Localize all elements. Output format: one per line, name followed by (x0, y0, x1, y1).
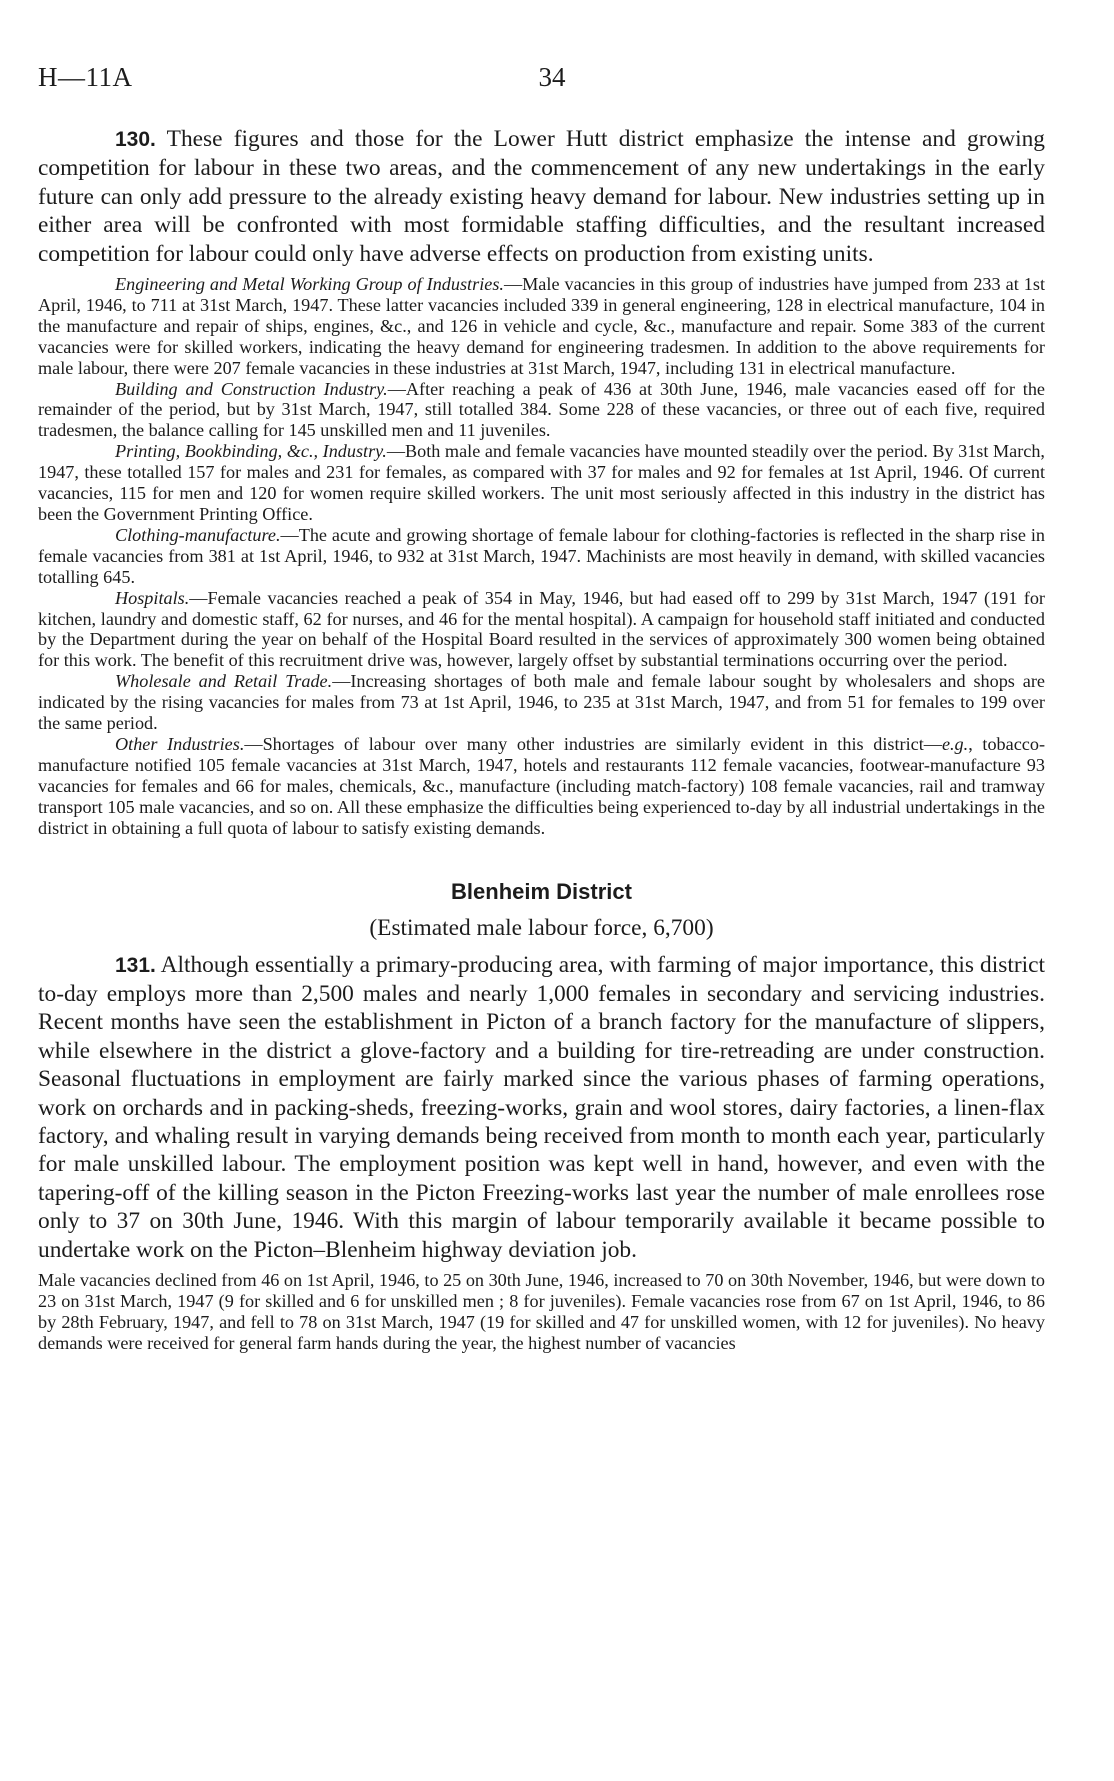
blenheim-heading: Blenheim District (451, 878, 632, 904)
section-title: Wholesale and Retail Trade. (115, 671, 333, 692)
paragraph-130 (38, 125, 1045, 268)
section-other-industries (38, 734, 1045, 839)
document-code: H—11A (38, 62, 133, 92)
section-text: —Female vacancies reached a peak of 354 in May, 1946, but had eased off to 299 by 31st March, 1947 (191 for kitchen, laundry and domestic staff, 62 for nurses, and 46 for the mental hospital). A campaign for household staff initiated and conducted by the Department during the year on behalf of the Hospital Board resulted in the services of approximately 300 women being obtained for this work. The benefit of this recruitment drive was, however, largely offset by substantial terminations occurring over the period. (38, 587, 1045, 671)
section-title: Clothing-manufacture. (115, 524, 281, 545)
section-eg: e.g. (941, 733, 969, 754)
page-number: 34 (538, 62, 566, 92)
section-printing (38, 441, 1045, 525)
section-text: —The acute and growing shortage of female labour for clothing-factories is reflected in the sharp rise in female vacancies from 381 at 1st April, 1946, to 932 at 31st March, 1947. Machinists are most heavily in demand, with skilled vacancies totalling 645. (38, 524, 1045, 587)
blenheim-vacancies: Male vacancies declined from 46 on 1st April, 1946, to 25 on 30th June, 1946, increased to 70 on 30th November, 1946, but were down to 23 on 31st March, 1947 (9 for skilled and 6 for unskilled men ; 8 for juveniles). Female vacancies rose from 67 on 1st April, 1946, to 86 by 28th February, 1947, and fell to 78 on 31st March, 1947 (19 for skilled and 47 for unskilled women, with 12 for juveniles). No heavy demands were received for general farm hands during the year, the highest number of vacancies (38, 1269, 1045, 1353)
section-title: Hospitals. (115, 587, 190, 608)
section-hospitals (38, 588, 1045, 672)
paragraph-number: 131. (115, 953, 156, 977)
section-text: —Shortages of labour over many other industries are similarly evident in this district— (244, 733, 942, 754)
section-text: —Increasing shortages of both male and female labour sought by wholesalers and shops are indicated by the rising vacancies for males from 73 at 1st April, 1946, to 235 at 31st March, 1947, and from 51 for females to 199 over the same period. (38, 671, 1045, 734)
section-title: Other Industries. (115, 733, 245, 754)
section-text: —Male vacancies in this group of industries have jumped from 233 at 1st April, 1946, to 711 at 31st March, 1947. These latter vacancies included 339 in general engineering, 128 in electrical manufacture, 104 in the manufacture and repair of ships, engines, &c., and 126 in vehicle and cycle, &c., manufacture and repair. Some 383 of the current vacancies were for skilled workers, indicating the heavy demand for engineering tradesmen. In addition to the above requirements for male labour, there were 207 female vacancies in these industries at 31st March, 1947, including 131 in electrical manufacture. (38, 274, 1046, 378)
page-header (38, 62, 1066, 98)
section-engineering (38, 274, 1045, 379)
section-building (38, 379, 1045, 442)
blenheim-subheading: (Estimated male labour force, 6,700) (369, 914, 714, 941)
page-content (38, 125, 1045, 1354)
section-text-continued: , tobacco-manufacture notified 105 female vacancies at 31st March, 1947, hotels and restaurants 112 female vacancies, footwear-manufacture 93 vacancies for females and 66 for males, chemicals, &c., manufacture (including match-factory) 108 female vacancies, rail and tramway transport 105 male vacancies, and so on. All these emphasize the difficulties being experienced to-day by all industrial undertakings in the district in obtaining a full quota of labour to satisfy existing demands. (38, 733, 1045, 838)
paragraph-text: Although essentially a primary-producing area, with farming of major importance, this district to-day employs more than 2,500 males and nearly 1,000 females in secondary and servicing industries. Recent months have seen the establishment in Picton of a branch factory for the manufacture of slippers, while elsewhere in the district a glove-factory and a building for tire-retreading are under construction. Seasonal fluctuations in employment are fairly marked since the various phases of farming operations, work on orchards and in packing-sheds, freezing-works, grain and wool stores, dairy factories, a linen-flax factory, and whaling result in varying demands being received from month to month each year, particularly for male unskilled labour. The employment position was kept well in hand, however, and even with the tapering-off of the killing season in the Picton Freezing-works last year the number of male enrollees rose only to 37 on 30th June, 1946. With this margin of labour temporarily available it became possible to undertake work on the Picton–Blenheim highway deviation job. (38, 951, 1045, 1263)
section-clothing (38, 525, 1045, 588)
paragraph-text: These figures and those for the Lower Hutt district emphasize the intense and growing competition for labour in these two areas, and the commencement of any new undertakings in the early future can only add pressure to the already existing heavy demand for labour. New industries setting up in either area will be confronted with most formidable staffing difficulties, and the resultant increased competition for labour could only have adverse effects on production from existing units. (38, 126, 1045, 267)
paragraph-131 (38, 951, 1045, 1264)
section-text: —Both male and female vacancies have mounted steadily over the period. By 31st March, 1947, these totalled 157 for males and 231 for females, as compared with 37 for males and 92 for females at 1st April, 1946. Of current vacancies, 115 for men and 120 for women require skilled workers. The unit most seriously affected in this industry in the district has been the Government Printing Office. (38, 441, 1045, 524)
section-text: —After reaching a peak of 436 at 30th June, 1946, male vacancies eased off for the remainder of the period, but by 31st March, 1947, still totalled 384. Some 228 of these vacancies, or three out of each five, required tradesmen, the balance calling for 145 unskilled men and 11 juveniles. (38, 378, 1045, 441)
section-title: Engineering and Metal Working Group of Industries. (115, 274, 504, 295)
section-wholesale (38, 671, 1045, 734)
section-title: Printing, Bookbinding, &c., Industry. (115, 441, 387, 462)
section-title: Building and Construction Industry. (115, 378, 388, 399)
paragraph-number: 130. (115, 128, 156, 151)
